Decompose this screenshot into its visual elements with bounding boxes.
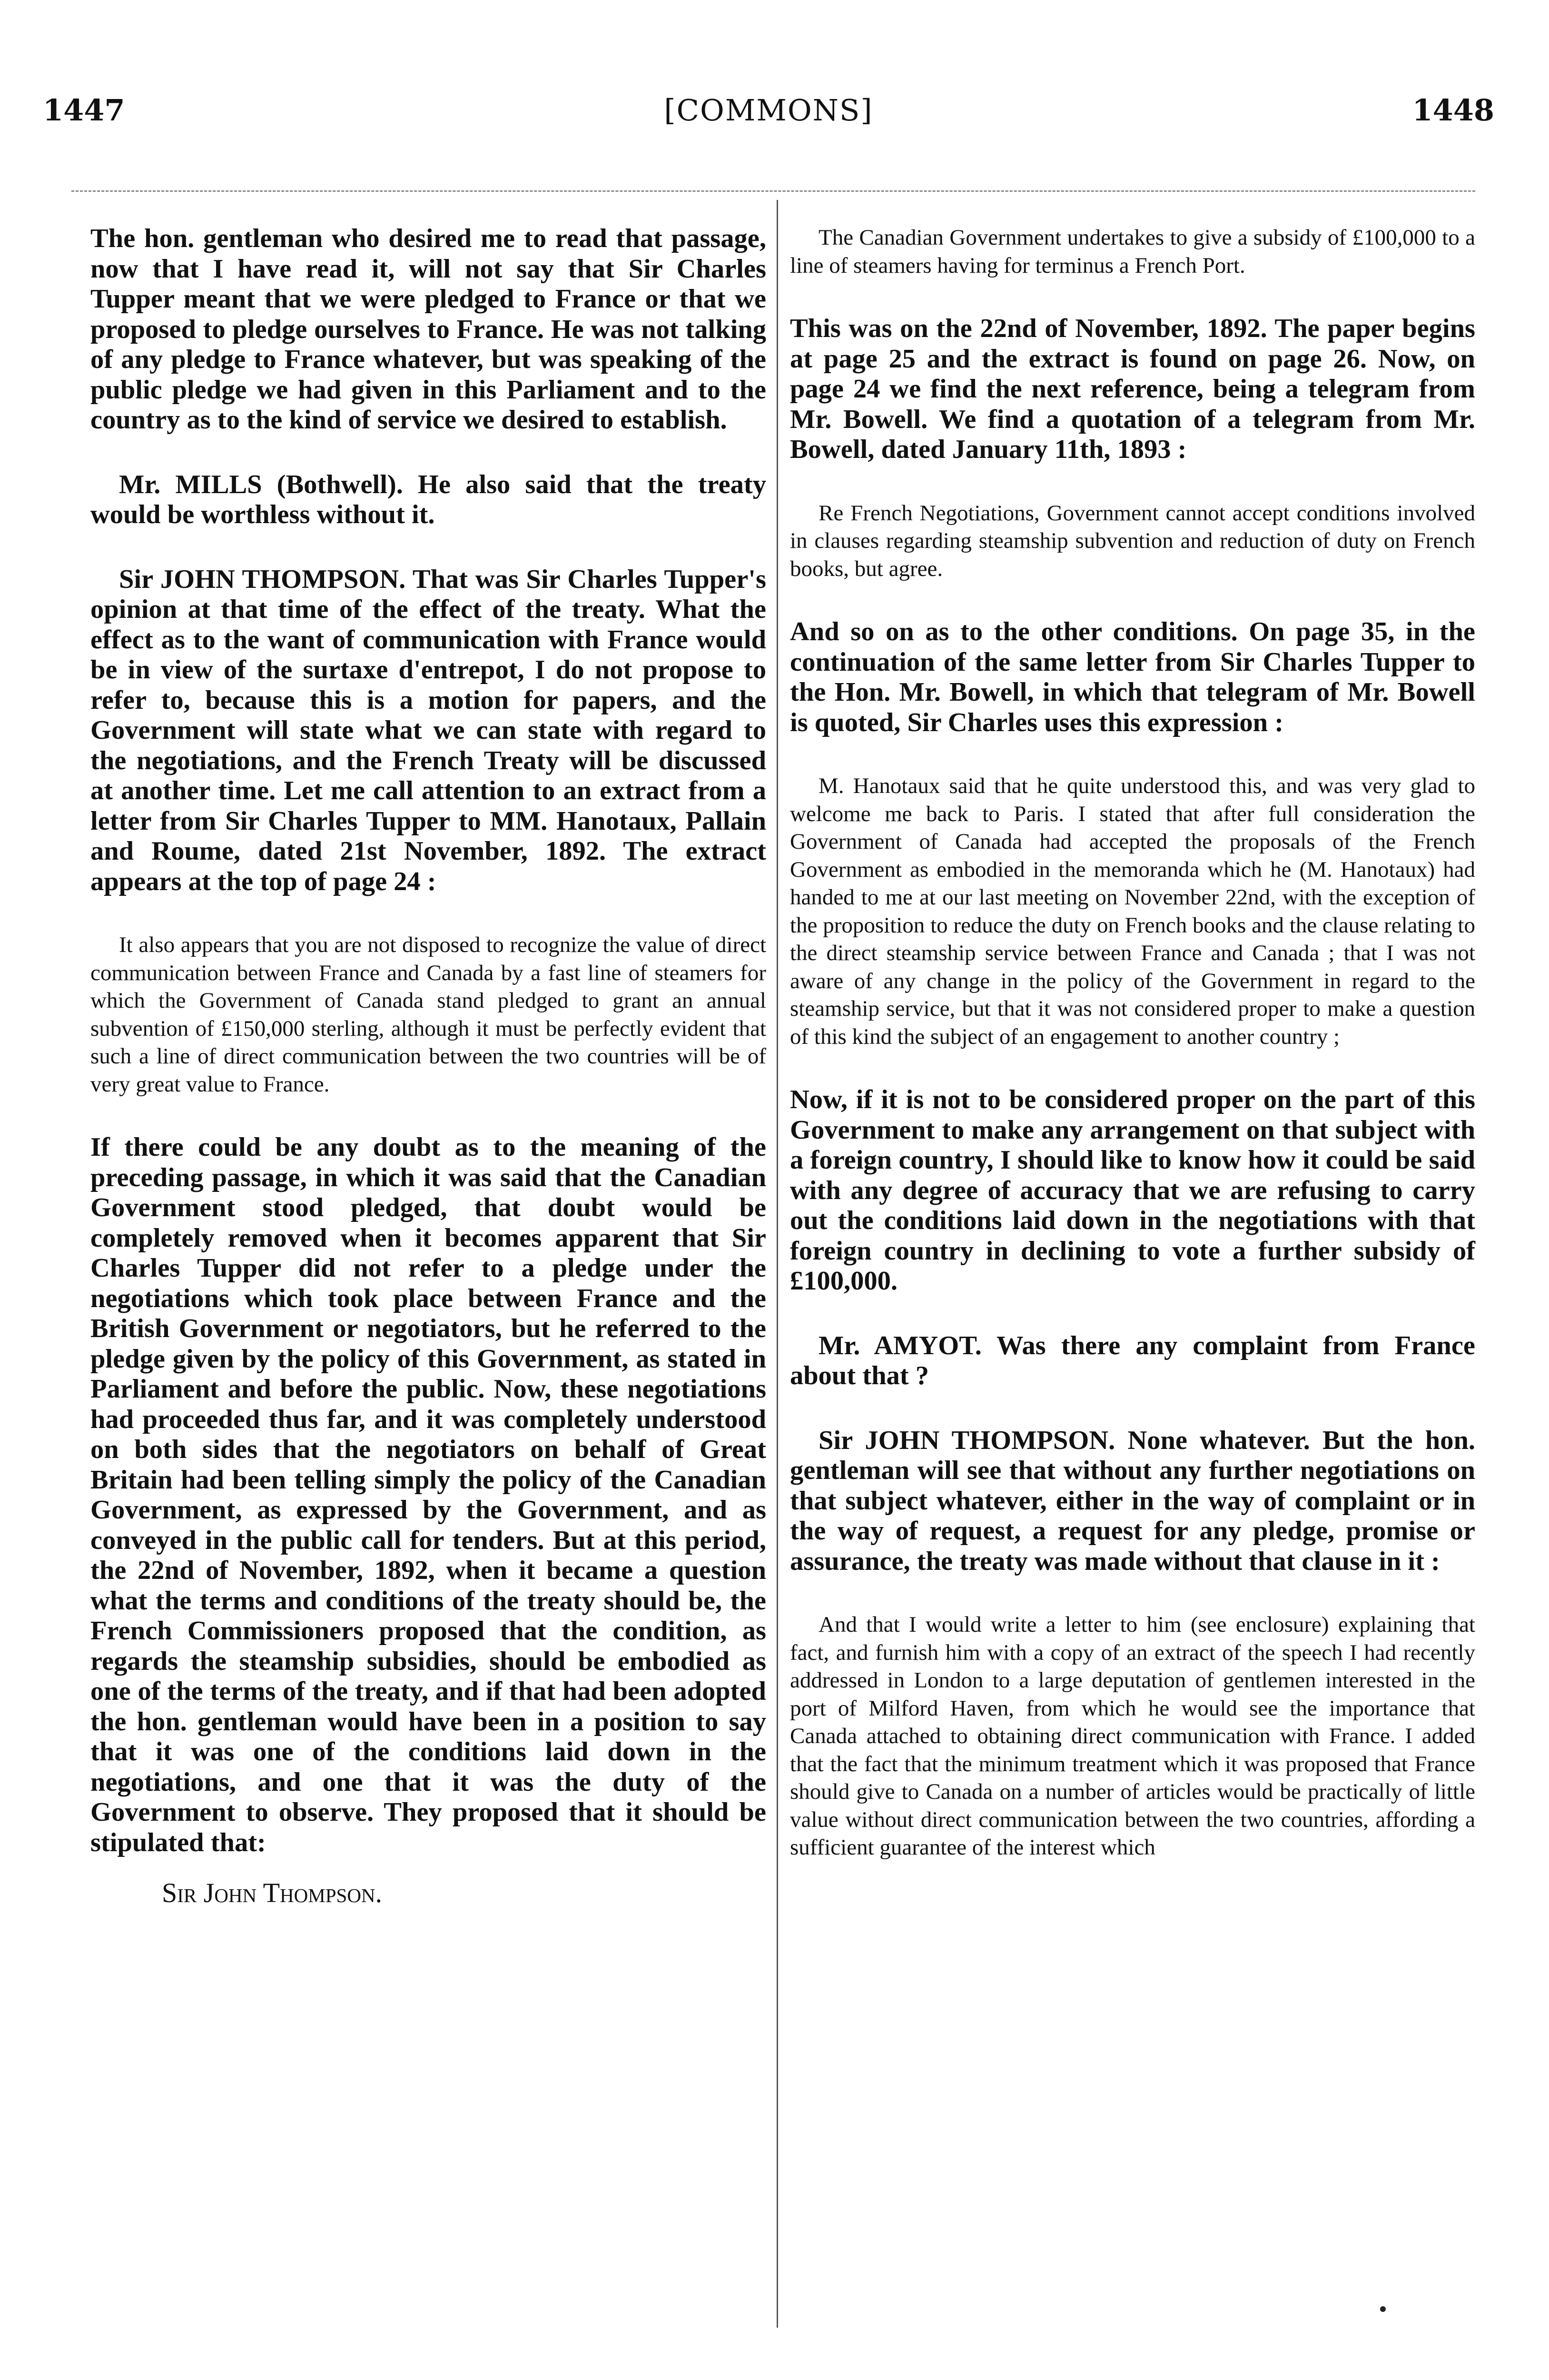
signature-line: Sir John Thompson.	[162, 1877, 383, 1908]
left-column	[90, 224, 766, 1909]
ink-dot	[1380, 2306, 1386, 2312]
speech-amyot: Mr. AMYOT. Was there any complaint from France about that ?	[790, 1330, 1475, 1390]
speech-thompson: Sir JOHN THOMPSON. None whatever. But the hon. gentleman will see that without any further negotiations on that subject whatever, either in the way of complaint or in the way of request, a request for any pledge, promise or assurance, the treaty was made without that clause in it :	[790, 1425, 1475, 1576]
paragraph: This was on the 22nd of November, 1892. The paper begins at page 25 and the extract is found on page 26. Now, on page 24 we find the next reference, being a telegram from Mr. Bowell. We find a quotation of a telegram from Mr. Bowell, dated January 11th, 1893 :	[790, 314, 1475, 464]
block-quote: It also appears that you are not disposed to recognize the value of direct communication between France and Canada by a fast line of steamers for which the Government of Canada stand pledged to grant an annual subvention of £150,000 sterling, although it must be perfectly evident that such a line of direct communication between the two countries will be of very great value to France.	[90, 932, 766, 1097]
paragraph: If there could be any doubt as to the meaning of the preceding passage, in which it was said that the Canadian Government stood pledged, that doubt would be completely removed when it becomes apparent that Sir Charles Tupper did not refer to a pledge under the negotiations which took place between France and the British Government or negotiators, but he referred to the pledge given by the policy of this Government, as stated in Parliament and before the public. Now, these negotiations had proceeded thus far, and it was completely understood on both sides that the negotiators on behalf of Great Britain had been telling simply the policy of the Canadian Government, as expressed by the Government, and as conveyed in the public call for tenders. But at this period, the 22nd of November, 1892, when it became a question what the terms and conditions of the treaty should be, the French Commissioners proposed that the condition, as regards the steamship subsidies, should be embodied as one of the terms of the treaty, and if that had been adopted the hon. gentleman would have been in a position to say that it was one of the conditions laid down in the negotiations, and one that it was the duty of the Government to observe. They proposed that it should be stipulated that:	[90, 1132, 766, 1857]
paragraph: The hon. gentleman who desired me to read that passage, now that I have read it, will not say that Sir Charles Tupper meant that we were pledged to France or that we proposed to pledge ourselves to France. He was not talking of any pledge to France whatever, but was speaking of the public pledge we had given in this Parliament and to the country as to the kind of service we desired to establish.	[90, 224, 766, 435]
block-quote: The Canadian Government undertakes to give a subsidy of £100,000 to a line of steamers having for terminus a French Port.	[790, 225, 1475, 278]
speech-mills: Mr. MILLS (Bothwell). He also said that the treaty would be worthless without it.	[90, 469, 766, 529]
telegram-quote: Re French Negotiations, Government cannot accept conditions involved in clauses regarding steamship subvention and reduction of duty on French books, but agree.	[790, 500, 1475, 581]
paragraph: And so on as to the other conditions. On page 35, in the continuation of the same letter from Sir Charles Tupper to the Hon. Mr. Bowell, in which that telegram of Mr. Bowell is quoted, Sir Charles uses this expression :	[790, 617, 1475, 737]
block-quote: And that I would write a letter to him (see enclosure) explaining that fact, and furnish him with a copy of an extract of the speech I had recently addressed in London to a large deputation of gentlemen interested in the port of Milford Haven, from which he would see the importance that Canada attached to obtaining direct communication with France. I added that the fact that the minimum treatment which it was proposed that France should give to Canada on a number of articles would be practically of little value without direct communication between the two countries, affording a sufficient guarantee of the interest which	[790, 1612, 1475, 1860]
block-quote: M. Hanotaux said that he quite understood this, and was very glad to welcome me back to Paris. I stated that after full consideration the Government of Canada had accepted the proposals of the French Government as embodied in the memoranda which he (M. Hanotaux) had handed to me at our last meeting on November 22nd, with the exception of the proposition to reduce the duty on French books and the clause relating to the direct steamship service between France and Canada ; that I was not aware of any change in the policy of the Government in regard to the steamship service, but that it was not considered proper to make a question of this kind the subject of an engagement to another country ;	[790, 774, 1475, 1049]
header-rule	[71, 190, 1475, 192]
column-divider	[777, 200, 778, 2328]
right-column	[790, 224, 1475, 1896]
page-number-left: 1447	[43, 93, 125, 128]
header-title: [COMMONS]	[664, 93, 873, 128]
speech-thompson: Sir JOHN THOMPSON. That was Sir Charles Tupper's opinion at that time of the effect of the treaty. What the effect as to the want of communication with France would be in view of the surtaxe d'entrepot, I do not propose to refer to, because this is a motion for papers, and the Government will state what we can state with regard to the negotiations, and the French Treaty will be discussed at another time. Let me call attention to an extract from a letter from Sir Charles Tupper to MM. Hanotaux, Pallain and Roume, dated 21st November, 1892. The extract appears at the top of page 24 :	[90, 564, 766, 896]
page-header	[43, 93, 1494, 145]
paragraph: Now, if it is not to be considered proper on the part of this Government to make any arrangement on that subject with a foreign country, I should like to know how it could be said with any degree of accuracy that we are refusing to carry out the conditions laid down in the negotiations with that foreign country in declining to vote a further subsidy of £100,000.	[790, 1085, 1475, 1296]
page-number-right: 1448	[1412, 93, 1494, 128]
